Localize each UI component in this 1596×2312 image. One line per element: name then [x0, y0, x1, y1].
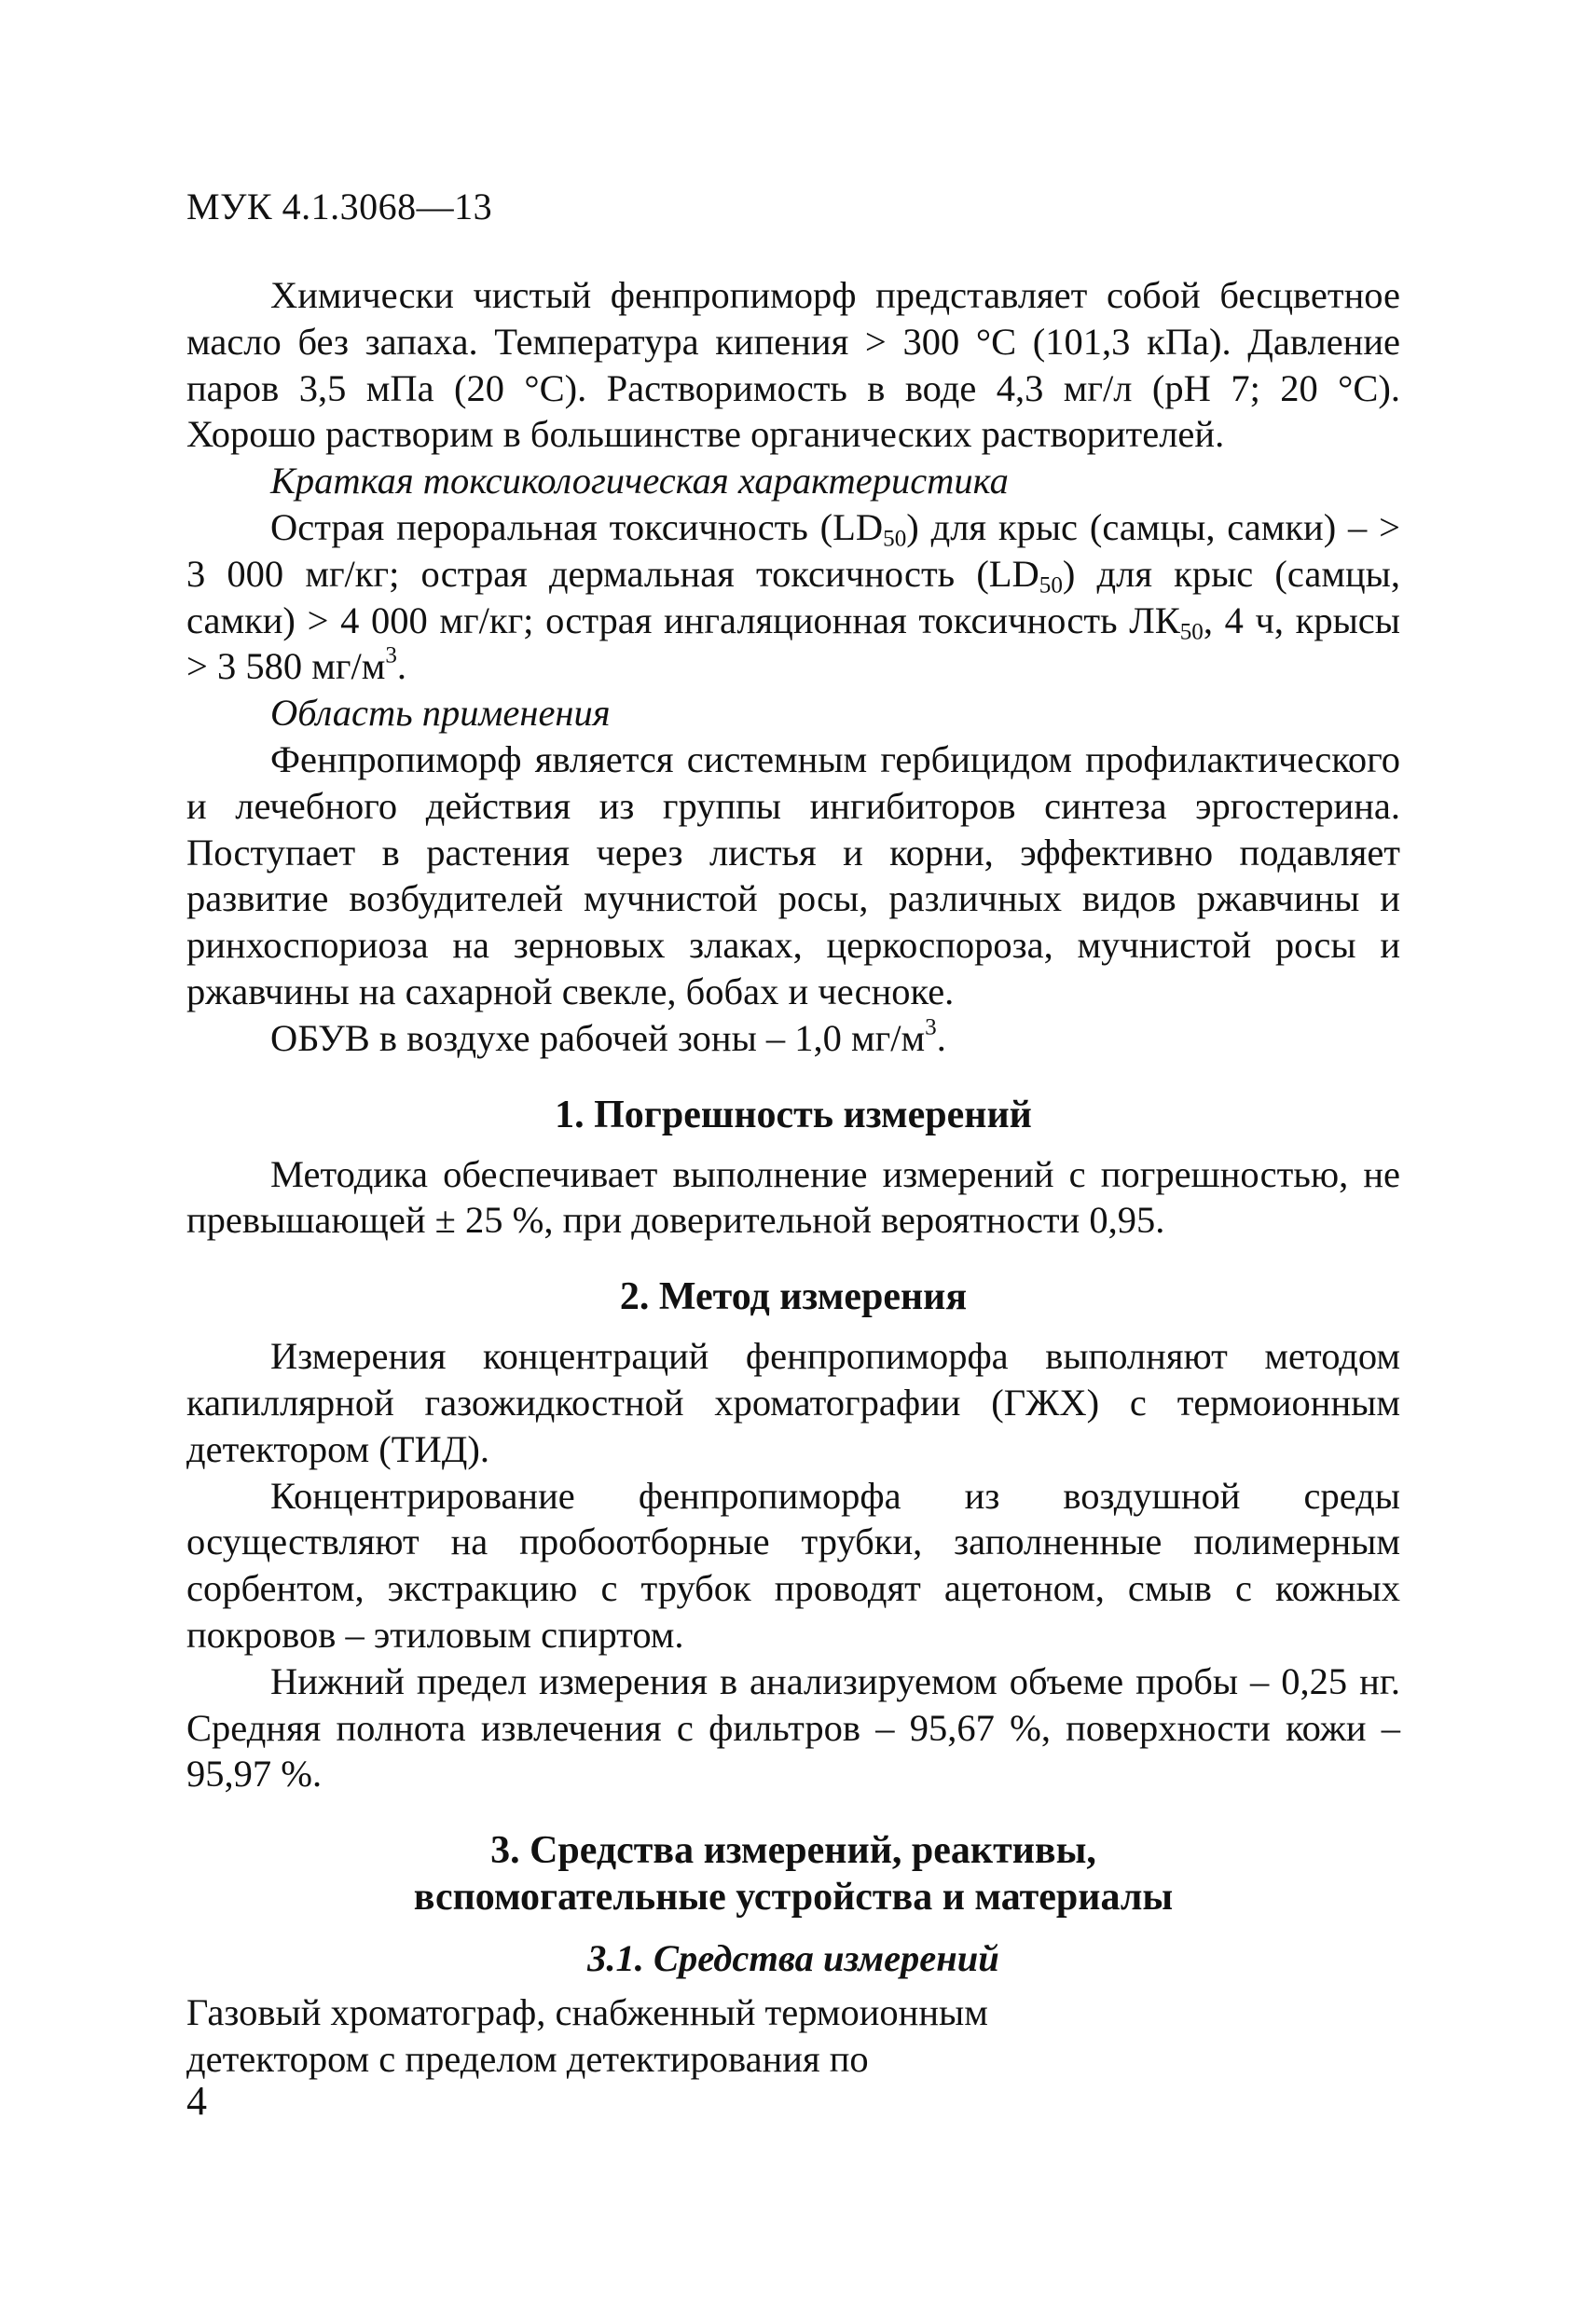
subsection-3-1-title: 3.1. Средства измерений [587, 1937, 999, 1980]
instrument-line-1: Газовый хроматограф, снабженный термоионным [186, 1991, 988, 2034]
section-1-title: 1. Погрешность измерений [555, 1093, 1032, 1136]
page-body [186, 272, 1400, 2083]
lk50-subscript: 50 [1179, 618, 1204, 644]
application-heading: Область применения [270, 692, 611, 735]
page-number: 4 [186, 2078, 207, 2124]
properties-paragraph: Химически чистый фенпропиморф представляет собой бесцветное масло без запаха. Температура кипения > 300 °С (101,3 кПа). Давление паров 3,5 мПа (20 °С). Растворимость в воде 4,3 мг/л (рН 7; 20 °С). Хорошо растворим в большинстве органических растворителей. [186, 274, 1400, 456]
section-2-paragraph-1: Измерения концентраций фенпропиморфа выполняют методом капиллярной газожидкостной хроматографии (ГЖХ) с термоионным детектором (ТИД). [186, 1335, 1400, 1470]
section-2-paragraph-3: Нижний предел измерения в анализируемом объеме пробы – 0,25 нг. Средняя полнота извлечения с фильтров – 95,67 %, поверхности кожи – 95,97 %. [186, 1659, 1400, 1796]
toxicology-text-part-1: Острая пероральная токсичность (LD [270, 505, 884, 548]
section-3-title-line-2: вспомогательные устройства и материалы [413, 1876, 1174, 1920]
toxicology-text-part-4: , 4 ч, крысы > 3 580 мг/м [186, 599, 1400, 688]
obuv-superscript: 3 [925, 1014, 937, 1040]
document-code-header: МУК 4.1.3068—13 [186, 186, 493, 227]
cubic-superscript: 3 [385, 642, 397, 668]
obuv-text: ОБУВ в воздухе рабочей зоны – 1,0 мг/м [270, 1016, 926, 1059]
application-paragraph: Фенпропиморф является системным гербицидом профилактического и лечебного действия из группы ингибиторов синтеза эргостерина. Поступает в растения через листья и корни, эффективно подавляет развитие возбудителей мучнистой росы, различных видов ржавчины и ринхоспориоза на зерновых злаках, церкоспороза, мучнистой росы и ржавчины на сахарной свекле, бобах и чесноке. [186, 737, 1400, 1012]
section-2-paragraph-2: Концентрирование фенпропиморфа из воздушной среды осуществляют на пробоотборные трубки, заполненные полимерным сорбентом, экстракцию с трубок проводят ацетоном, смыв с кожных покровов – этиловым спиртом. [186, 1474, 1400, 1656]
obuv-paragraph [186, 1015, 1400, 1062]
ld50-subscript-1: 50 [883, 526, 907, 552]
toxicology-text-end: . [396, 645, 407, 688]
section-1-paragraph: Методика обеспечивает выполнение измерений с погрешностью, не превышающей ± 25 %, при доверительной вероятности 0,95. [186, 1152, 1400, 1242]
toxicology-paragraph [186, 504, 1400, 690]
toxicology-heading: Краткая токсикологическая характеристика [270, 460, 1009, 502]
section-2-title: 2. Метод измерения [619, 1275, 968, 1319]
instrument-line-2: детектором с пределом детектирования по [186, 2037, 869, 2080]
toxicology-text-part-3: ) для крыс (самцы, самки) > 4 000 мг/кг; острая ингаляционная токсичность ЛК [186, 552, 1401, 641]
toxicology-text-part-2: ) для крыс (самцы, самки) – > 3 000 мг/кг; острая дермальная токсичность (LD [186, 505, 1400, 595]
ld50-subscript-2: 50 [1039, 572, 1063, 599]
section-3-title [186, 1827, 1400, 1920]
obuv-text-end: . [936, 1016, 946, 1059]
section-3-title-line-1: 3. Средства измерений, реактивы, [490, 1829, 1096, 1873]
